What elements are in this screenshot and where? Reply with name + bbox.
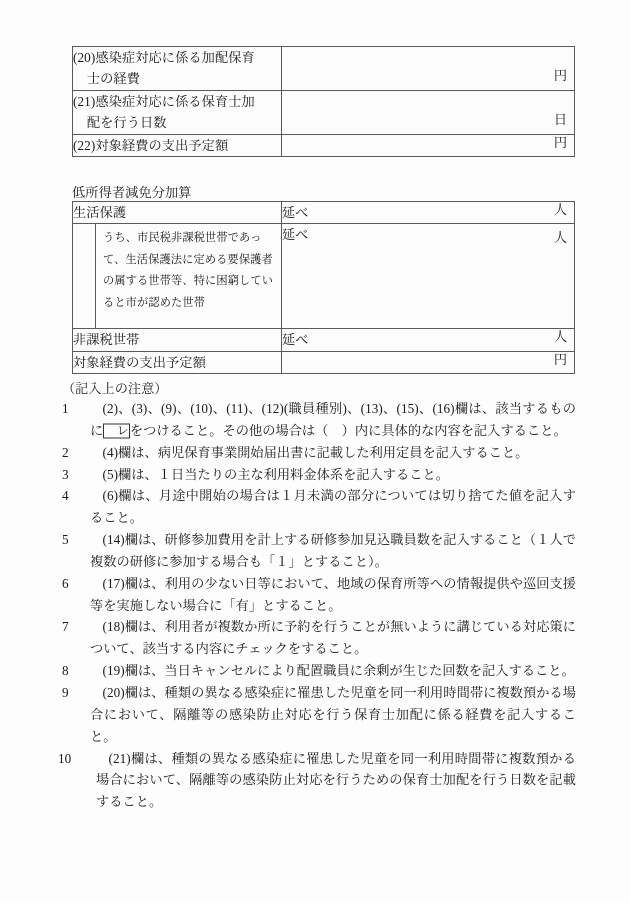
note-text: (19)欄は、当日キャンセルにより配置職員に余剰が生じた回数を記入すること。 [102, 663, 575, 679]
row-unit: 円 [553, 68, 567, 84]
expenses-table-wrapper [72, 46, 575, 157]
note-number: 1 [62, 401, 69, 416]
row-value-cell[interactable] [282, 47, 575, 91]
table-row [73, 224, 575, 329]
notes-section [58, 398, 576, 813]
row-label-cell [73, 329, 282, 351]
note-text: (5)欄は、１日当たりの主な利用料金体系を記入すること。 [102, 466, 449, 482]
row-value-cell[interactable] [282, 134, 575, 156]
nested-indent-wrapper [73, 224, 281, 328]
note-text: (6)欄は、月途中開始の場合は１月未満の部分については切り捨てた値を記入すること。 [90, 488, 576, 526]
note-text [90, 398, 576, 442]
note-text: (4)欄は、病児保育事業開始届出書に記載した利用定員を記入すること。 [102, 444, 529, 460]
table-row [73, 134, 575, 156]
note-text: (18)欄は、利用者が複数か所に予約を行うことが無いように講じている対応策について、該当する内容にチェックをすること。 [90, 619, 576, 657]
checkbox-mark-icon: レ [103, 423, 130, 438]
row-label-line1: (21)感染症対応に係る保育士加 [73, 93, 255, 109]
list-item [58, 442, 576, 464]
note-text-before-box: (2)、(3)、(9)、(10)、(11)、(12)(職員種別)、(13)、(15)、(16)欄は、該当するものに [90, 401, 576, 438]
row-label: 非課税世帯 [73, 332, 140, 348]
low-income-table [72, 201, 575, 374]
row-label-cell [73, 202, 282, 224]
row-unit: 人 [553, 329, 567, 345]
nested-gutter [73, 224, 96, 328]
note-number: 8 [62, 663, 69, 679]
note-text: (17)欄は、利用の少ない日等において、地域の保育所等への情報提供や巡回支援等を実施しない場合に「有」とすること。 [90, 575, 576, 613]
row-label-line2: 士の経費 [86, 71, 141, 87]
list-item [58, 529, 576, 573]
table-row [73, 202, 575, 224]
row-value-prefix: 延べ [282, 227, 309, 243]
row-label-line1: (20)感染症対応に係る加配保育 [73, 50, 255, 65]
note-text-after-box: をつけること。その他の場合は（ ）内に具体的な内容を記入すること。 [129, 422, 567, 438]
notes-list [58, 398, 576, 813]
list-item [58, 682, 576, 748]
row-label-line1: (22)対象経費の支出予定額 [73, 137, 229, 153]
row-label: 生活保護 [73, 205, 127, 220]
list-item [58, 485, 576, 529]
row-label-cell [73, 47, 282, 91]
row-unit: 円 [553, 351, 567, 367]
note-text: (21)欄は、種類の異なる感染症に罹患した児童を同一利用時間帯に複数預かる場合において、隔離等の感染防止対応を行うための保育士加配を行う日数を記載すること。 [96, 750, 576, 810]
note-number: 2 [62, 444, 69, 460]
row-label-cell-nested [73, 224, 282, 329]
table-row [73, 90, 575, 134]
section-heading-low-income: 低所得者減免分加算 [72, 185, 192, 200]
table-row [73, 47, 575, 91]
note-number: 7 [62, 619, 69, 635]
row-unit: 円 [553, 134, 567, 150]
list-item [58, 748, 576, 814]
list-item [58, 616, 576, 660]
row-label: 対象経費の支出予定額 [73, 354, 206, 370]
list-item [58, 660, 576, 682]
row-value-cell[interactable] [282, 351, 575, 373]
notes-title: （記入上の注意） [62, 381, 168, 396]
note-text: (14)欄は、研修参加費用を計上する研修参加見込職員数を記入すること（１人で複数の研修に参加する場合も「１」とすること）。 [90, 532, 576, 569]
row-unit: 人 [553, 230, 567, 246]
row-value-cell[interactable] [282, 202, 575, 224]
note-text: (20)欄は、種類の異なる感染症に罹患した児童を同一利用時間帯に複数預かる場合において、隔離等の感染防止対応を行う保育士加配に係る経費を記入すること。 [90, 684, 576, 744]
list-item [58, 398, 576, 442]
note-number: 10 [58, 750, 72, 766]
table-row [73, 329, 575, 351]
row-unit: 日 [553, 112, 567, 128]
list-item [58, 573, 576, 617]
row-value-cell[interactable] [282, 90, 575, 134]
row-label-cell [73, 90, 282, 134]
row-label: うち、市民税非課税世帯であって、生活保護法に定める要保護者の属する世帯等、特に困窮していると市が認めた世帯 [103, 232, 274, 309]
note-number: 4 [62, 488, 69, 504]
row-value-cell[interactable] [282, 329, 575, 351]
row-unit: 人 [553, 202, 567, 217]
expenses-table [72, 46, 575, 157]
list-item [58, 464, 576, 486]
table-row [73, 351, 575, 373]
row-label-cell [73, 134, 282, 156]
note-number: 3 [62, 466, 69, 482]
row-value-cell[interactable] [282, 224, 575, 329]
row-value-prefix: 延べ [282, 205, 309, 220]
low-income-table-wrapper [72, 201, 575, 374]
row-label-line2: 配を行う日数 [86, 115, 167, 131]
note-number: 9 [62, 684, 69, 700]
note-number: 5 [62, 532, 69, 548]
note-number: 6 [62, 575, 69, 591]
row-label-cell [73, 351, 282, 373]
row-value-prefix: 延べ [282, 332, 309, 348]
